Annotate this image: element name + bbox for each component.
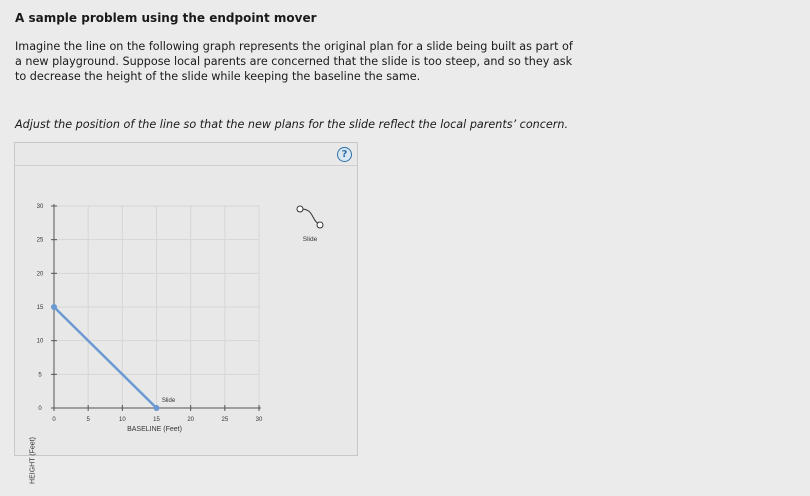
description-line: to decrease the height of the slide while keeping the baseline the same. (15, 70, 421, 83)
line-endpoint-handle[interactable] (154, 405, 160, 411)
series-label: Slide (161, 398, 176, 404)
instruction-text: Adjust the position of the line so that the new plans for the slide reflect the local parents’ concern. (15, 118, 569, 131)
tool-endpoint (297, 206, 303, 212)
help-icon[interactable]: ? (337, 147, 352, 162)
endpoint-line-tool-icon (297, 206, 323, 228)
graph-canvas[interactable] (15, 143, 357, 455)
y-tick-label: 15 (36, 305, 44, 311)
y-tick-label: 25 (36, 237, 44, 244)
slide-line[interactable] (54, 307, 157, 408)
graph-panel (14, 142, 358, 484)
y-axis-label: HEIGHT (Feet) (29, 437, 37, 484)
x-tick-label: 0 (52, 417, 56, 423)
x-tick-label: 25 (221, 417, 229, 423)
y-tick-label: 0 (38, 406, 42, 412)
y-tick-label: 30 (36, 204, 44, 210)
page-title: A sample problem using the endpoint mover (15, 11, 317, 25)
description-line: a new playground. Suppose local parents are concerned that the slide is too steep, and so they ask (15, 55, 573, 68)
problem-description (15, 39, 615, 84)
x-tick-label: 10 (118, 417, 126, 423)
y-tick-label: 5 (38, 372, 42, 379)
x-tick-label: 30 (255, 417, 263, 423)
line-endpoint-handle[interactable] (51, 304, 57, 310)
description-line: Imagine the line on the following graph represents the original plan for a slide being built as part of (15, 40, 573, 53)
x-tick-label: 15 (153, 417, 160, 423)
x-axis-label: BASELINE (Feet) (127, 426, 182, 433)
y-tick-label: 20 (36, 271, 44, 278)
tool-label: Slide (302, 236, 318, 243)
x-tick-label: 20 (187, 417, 195, 423)
x-tick-label: 5 (86, 417, 90, 423)
tool-endpoint (317, 222, 323, 228)
y-tick-label: 10 (36, 338, 44, 345)
tool-line (301, 209, 319, 224)
slide-tool[interactable] (297, 206, 323, 243)
